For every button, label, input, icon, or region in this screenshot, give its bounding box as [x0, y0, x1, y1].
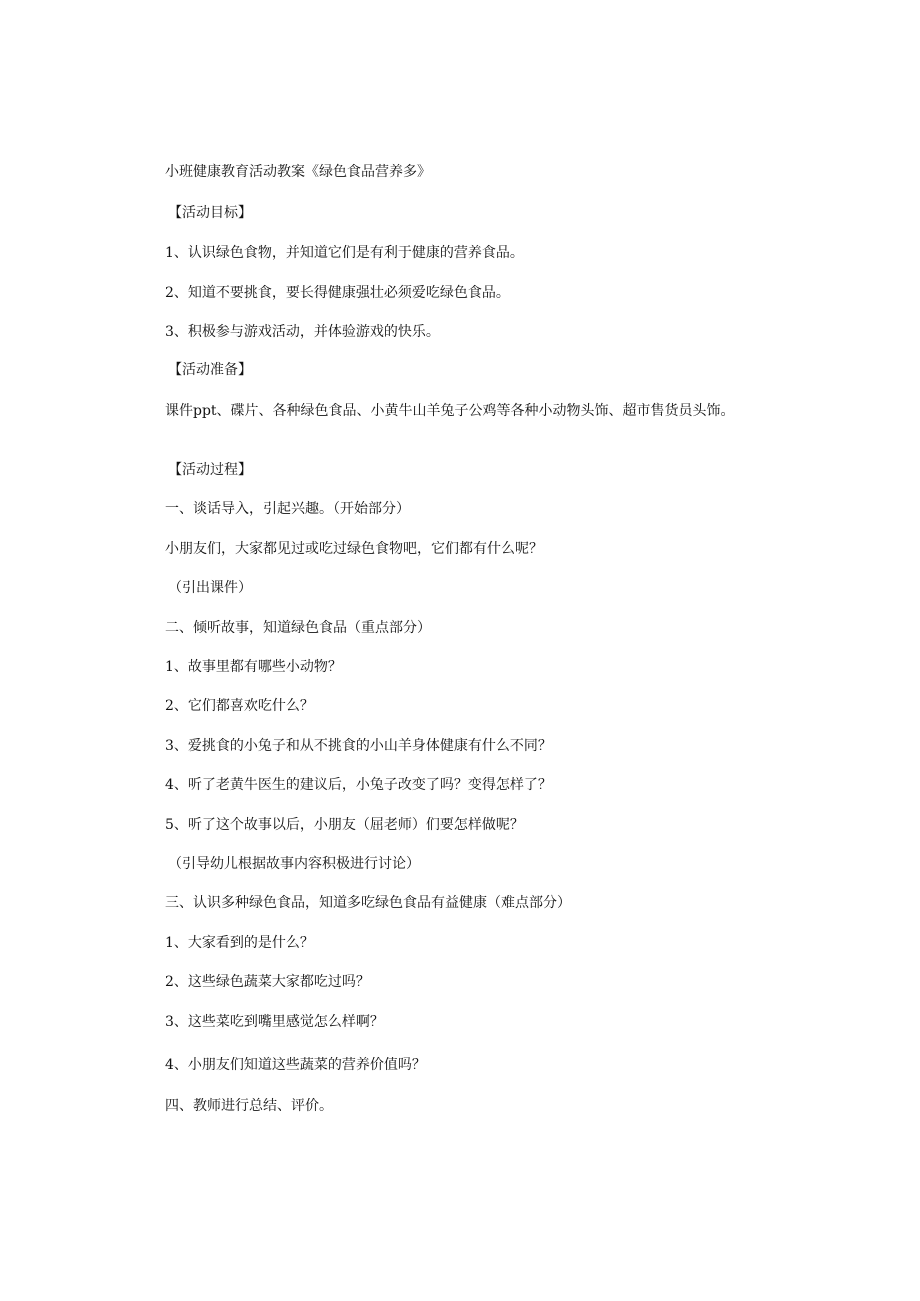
- step2-question-1: 1、故事里都有哪些小动物？: [165, 659, 342, 675]
- step1-note: （引出课件）: [168, 580, 252, 596]
- goal-item-1: 1、认识绿色食物，并知道它们是有利于健康的营养食品。: [165, 245, 524, 261]
- document-title: 小班健康教育活动教案《绿色食品营养多》: [165, 164, 431, 180]
- step2-question-5: 5、听了这个故事以后，小朋友（屈老师）们要怎样做呢？: [165, 817, 524, 833]
- step1-title: 一、谈话导入，引起兴趣。（开始部分）: [165, 501, 410, 517]
- step3-question-2: 2、这些绿色蔬菜大家都吃过吗？: [165, 974, 370, 990]
- step2-question-2: 2、它们都喜欢吃什么？: [165, 698, 314, 714]
- step2-title: 二、倾听故事，知道绿色食品（重点部分）: [165, 620, 431, 636]
- step1-question: 小朋友们，大家都见过或吃过绿色食物吧，它们都有什么呢？: [165, 541, 543, 557]
- goal-item-3: 3、积极参与游戏活动，并体验游戏的快乐。: [165, 324, 440, 340]
- step2-question-3: 3、爱挑食的小兔子和从不挑食的小山羊身体健康有什么不同？: [165, 738, 552, 754]
- step3-title: 三、认识多种绿色食品，知道多吃绿色食品有益健康（难点部分）: [165, 895, 571, 911]
- section-heading-process: 【活动过程】: [168, 462, 252, 478]
- goal-item-2: 2、知道不要挑食，要长得健康强壮必须爱吃绿色食品。: [165, 285, 510, 301]
- step2-note: （引导幼儿根据故事内容积极进行讨论）: [168, 856, 420, 872]
- step3-question-4: 4、小朋友们知道这些蔬菜的营养价值吗？: [165, 1057, 426, 1073]
- section-heading-goals: 【活动目标】: [168, 205, 252, 221]
- section-heading-prep: 【活动准备】: [168, 362, 252, 378]
- step3-question-1: 1、大家看到的是什么？: [165, 935, 314, 951]
- step3-question-3: 3、这些菜吃到嘴里感觉怎么样啊？: [165, 1014, 384, 1030]
- step4-title: 四、教师进行总结、评价。: [165, 1098, 333, 1114]
- prep-paragraph: 课件ppt、碟片、各种绿色食品、小黄牛山羊兔子公鸡等各种小动物头饰、超市售货员头饰。: [165, 403, 735, 419]
- step2-question-4: 4、听了老黄牛医生的建议后，小兔子改变了吗？变得怎样了？: [165, 777, 552, 793]
